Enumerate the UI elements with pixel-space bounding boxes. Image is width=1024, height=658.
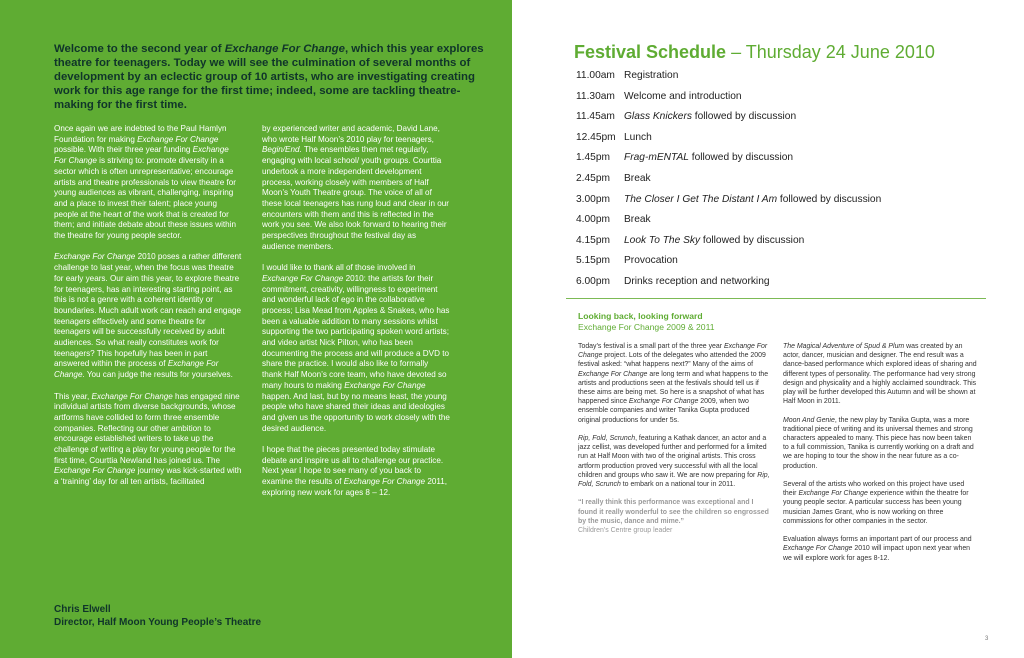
schedule-row: 4.00pm Break (576, 214, 651, 226)
signature-title: Director, Half Moon Young People’s Theatre (54, 617, 262, 628)
pull-quote: “I really think this performance was exceptional and I found it really wonderful to see the children so engrossed by the music, dance and mime.” Children’s Centre group leader (578, 499, 769, 535)
lookback-heading: Looking back, looking forward Exchange For Change 2009 & 2011 (578, 311, 715, 332)
paragraph: Several of the artists who worked on this project have used their Exchange For Change experience within the theatre for young people sector. A particular success has been young musician James Grant, who is now working on three commissions for other companies in the sector. (783, 481, 969, 525)
paragraph: I would like to thank all of those involved in Exchange For Change 2010: the artists for their commitment, creativity, willingness to experiment and wonderful lack of ego in the collaborative process; Lisa Mead from Apples & Snakes, who has been a valuable addition to many sessions whilst supporting the two participating spoken word artists; and video artist Nick Pilton, who has been documenting the process and will produce a DVD to share the practice. I would also like to formally thank Half Moon’s core team, who have devoted so many hours to making Exchange For Change happen. And last, but by no means least, the young people who have shared their ideas and ideologies and given us the opportunity to work closely with the desired audience. (262, 263, 450, 433)
page-number: 3 (985, 636, 989, 642)
section-divider (566, 298, 986, 299)
paragraph: by experienced writer and academic, David Lane, who wrote Half Moon’s 2010 play for teenagers, Begin/End. The ensembles then met regularly, engaging with local school/ youth groups. Courttia undertook a more independent development process, working closely with members of Half Moon’s Youth Theatre group. The voice of all of these local teenagers has rung loud and clear in our encounters with them and this is reflected in the work you see. We also look forward to hearing their perspectives throughout the festival day as audience members. (262, 124, 449, 251)
lookback-column-1 (578, 342, 773, 535)
schedule-row: 3.00pm The Closer I Get The Distant I Am followed by discussion (576, 193, 882, 205)
schedule-row: 6.00pm Drinks reception and networking (576, 275, 770, 287)
paragraph: The Magical Adventure of Spud & Plum was created by an actor, dancer, musician and designer. The end result was a dance-based performance which explored ideas of sharing and different types of personality. The performance had very strong design and physicality and a highly acclaimed soundtrack. This play will be further developed this Autumn and will be shown at Half Moon in 2011. (783, 343, 977, 406)
paragraph: Rip, Fold, Scrunch, featuring a Kathak dancer, an actor and a jazz cellist, was developed further and performed for a limited run at Half Moon with two of the original artists. This cross artform production proved very successful with all the local children and groups who saw it. We are now preparing for Rip, Fold, Scrunch to embark on a national tour in 2011. (578, 435, 770, 489)
lookback-column-2 (783, 342, 978, 572)
schedule-row: 4.15pm Look To The Sky followed by discussion (576, 234, 805, 246)
paragraph: Moon And Genie, the new play by Tanika Gupta, was a more traditional piece of writing and its universal themes and strong characters appealed to many. This piece has now been taken to a full commission, Tanika is currently working on a draft and we are hoping to tour the show in the near future as a co-production. (783, 416, 974, 470)
paragraph: Exchange For Change 2010 poses a rather different challenge to last year, when the focus was theatre for early years. Our aim this year, to explore theatre for teenagers, has an interesting starting point, as this is not a genre with a coherent identity or boundaries. Much adult work can reach and engage teenagers effectively and some theatre for teenagers will be successfully received by adult audiences. So what really constitutes work for teenagers? This hopefully has been in part answered within the process of Exchange For Change. You can judge the results for yourselves. (54, 252, 242, 380)
schedule-row: 5.15pm Provocation (576, 255, 678, 267)
signature-name: Chris Elwell (54, 604, 111, 615)
schedule-row: 11.00am Registration (576, 70, 679, 81)
schedule-row: 11.30am Welcome and introduction (576, 90, 742, 102)
schedule-row: 1.45pm Frag-mENTAL followed by discussion (576, 152, 794, 164)
paragraph: Evaluation always forms an important part of our process and Exchange For Change 2010 will impact upon next year when we will explore work for ages 8-12. (783, 536, 972, 562)
schedule-list (576, 66, 976, 293)
paragraph: Once again we are indebted to the Paul Hamlyn Foundation for making Exchange For Change possible. With their three year funding Exchange For Change is striving to: promote diversity in a sector which is often unrepresentative; encourage artists and theatre professionals to view theatre for young audiences as vibrant, challenging, inspiring and a place to invest their talent; place young people at the heart of the work that is created for them; and initiate debate about these issues within the theatre for young people sector. (54, 124, 237, 241)
paragraph: This year, Exchange For Change has engaged nine individual artists from diverse backgrounds, whose artforms have collided to form three ensemble companies. Reflecting our other ambition to encourage established writers to take up the challenge of writing a play for young people for the first time, Courttia Newland has joined us. The Exchange For Change journey was kick-started with a ‘training’ day for all ten artists, facilitated (54, 391, 242, 487)
schedule-row: 11.45am Glass Knickers followed by discussion (576, 111, 797, 123)
right-page (512, 0, 1024, 658)
schedule-row: 12.45pm Lunch (576, 131, 652, 143)
body-column-1 (54, 124, 242, 499)
signature (54, 603, 261, 629)
schedule-row: 2.45pm Break (576, 172, 651, 184)
intro-paragraph: Welcome to the second year of Exchange For Change, which this year explores theatre for teenagers. Today we will see the culmination of several months of development by an eclectic group of 10 artists, who are investigating creating work for this age range for the first time; indeed, some are tackling theatre-making for the first time. (54, 43, 484, 111)
paragraph: Today’s festival is a small part of the three year Exchange For Change project. Lots of the delegates who attended the 2009 festival asked: “what happens next?” Many of the aims of Exchange For Change are long term and what happens to the artists and productions seen at the festivals should tell us if these aims are being met. So here is a snapshot of what has happened since Exchange For Change 2009, when two ensemble companies and writer Tanika Gupta produced original productions for under 5s. (578, 343, 769, 424)
body-column-2 (262, 124, 450, 509)
paragraph: I hope that the pieces presented today stimulate debate and inspire us all to challenge our practice. Next year I hope to see many of you back to examine the results of Exchange For Change 2011, exploring new work for ages 8 – 12. (262, 445, 448, 497)
schedule-title: Festival Schedule – Thursday 24 June 2010 (574, 42, 935, 62)
